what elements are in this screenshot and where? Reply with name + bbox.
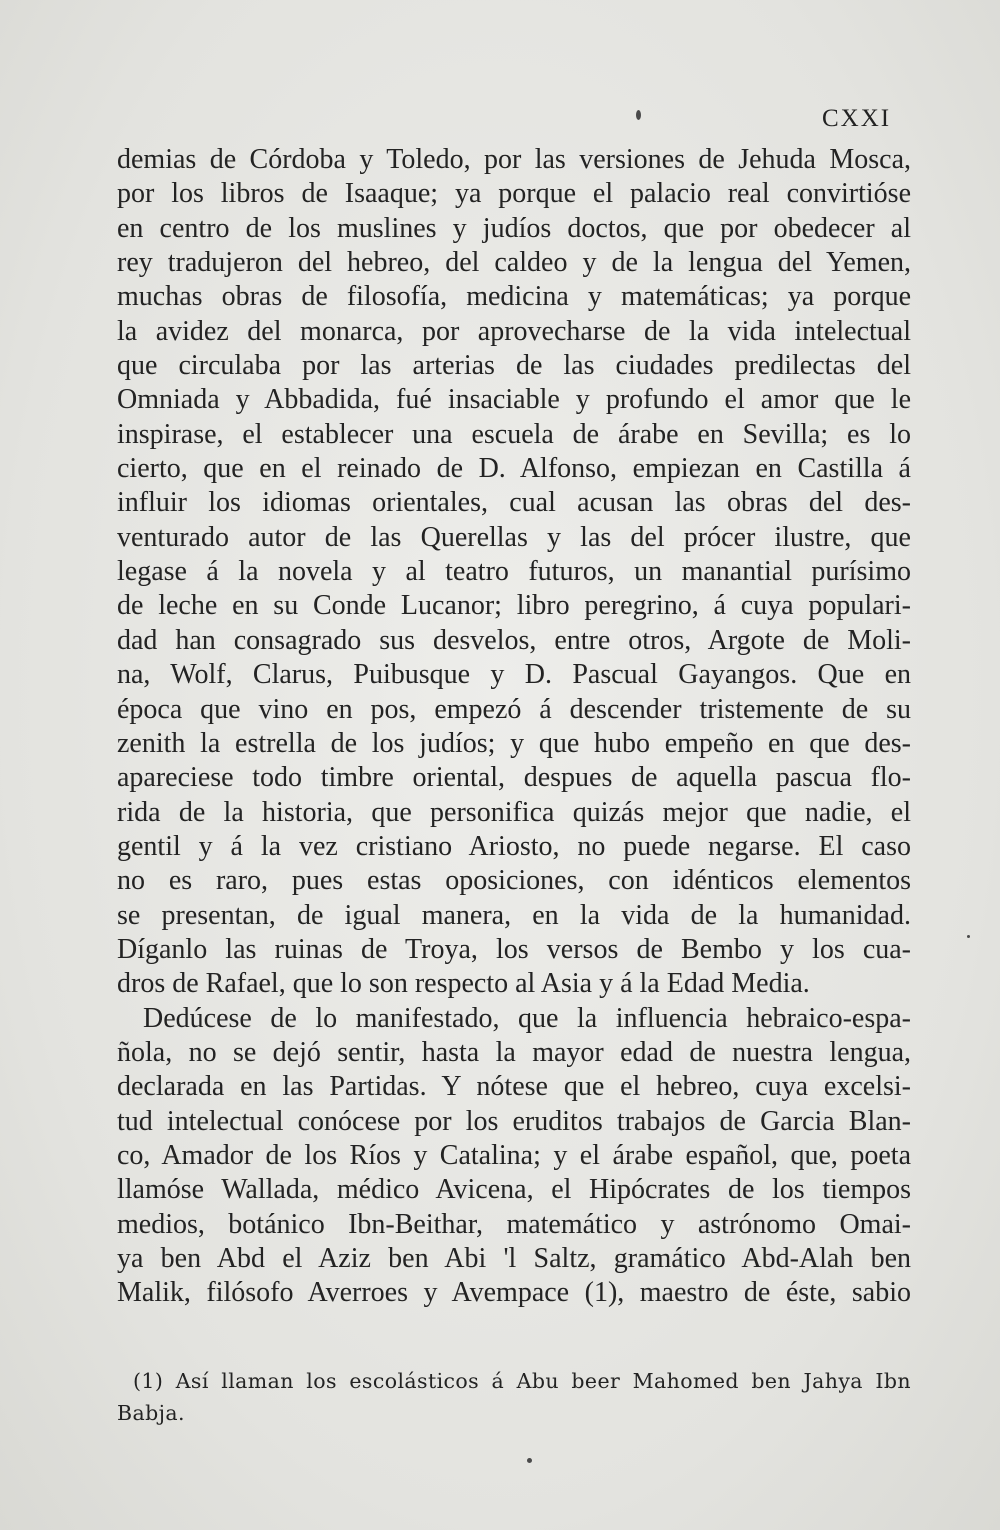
- text-line: zenith la estrella de los judíos; y que hubo empeño en que des-: [117, 727, 911, 759]
- text-line: época que vino en pos, empezó á descender tristemente de su: [117, 693, 911, 725]
- text-line: venturado autor de las Querellas y las del prócer ilustre, que: [117, 521, 911, 553]
- ink-speck: [636, 110, 641, 120]
- text-line: gentil y á la vez cristiano Ariosto, no puede negarse. El caso: [117, 830, 911, 862]
- text-line: llamóse Wallada, médico Avicena, el Hipócrates de los tiempos: [117, 1174, 911, 1206]
- text-line: demias de Córdoba y Toledo, por las versiones de Jehuda Mosca,: [117, 144, 911, 175]
- ink-speck: [527, 1458, 532, 1463]
- page-number: CXXI: [822, 105, 892, 132]
- text-line: inspirase, el establecer una escuela de árabe en Sevilla; es lo: [117, 418, 911, 450]
- text-line: legase á la novela y al teatro futuros, un manantial purísimo: [117, 556, 911, 588]
- text-line: co, Amador de los Ríos y Catalina; y el árabe español, que, poeta: [117, 1139, 911, 1171]
- ink-speck: [967, 935, 970, 938]
- text-line: declarada en las Partidas. Y nótese que el hebreo, cuya excelsi-: [117, 1071, 911, 1103]
- body-text: [117, 143, 911, 1311]
- footnote-line: Babja.: [117, 1401, 185, 1425]
- paragraph-start-line: Dedúcese de lo manifestado, que la influencia hebraico-espa-: [143, 1002, 911, 1034]
- text-line: medios, botánico Ibn-Beithar, matemático y astrónomo Omai-: [117, 1208, 911, 1240]
- text-line: Díganlo las ruinas de Troya, los versos de Bembo y los cua-: [117, 933, 911, 965]
- text-line: rida de la historia, que personifica quizás mejor que nadie, el: [117, 796, 911, 828]
- text-line: Omniada y Abbadida, fué insaciable y profundo el amor que le: [117, 384, 911, 416]
- text-line: en centro de los muslines y judíos doctos, que por obedecer al: [117, 212, 911, 244]
- text-line: influir los idiomas orientales, cual acusan las obras del des-: [117, 487, 911, 519]
- text-line: no es raro, pues estas oposiciones, con idénticos elementos: [117, 865, 911, 897]
- text-line: ñola, no se dejó sentir, hasta la mayor edad de nuestra lengua,: [117, 1036, 911, 1068]
- text-line: tud intelectual conócese por los eruditos trabajos de Garcia Blan-: [117, 1105, 911, 1137]
- text-line: na, Wolf, Clarus, Puibusque y D. Pascual Gayangos. Que en: [117, 659, 911, 691]
- footnote-line: (1) Así llaman los escolásticos á Abu beer Mahomed ben Jahya Ibn: [133, 1369, 911, 1393]
- text-line: por los libros de Isaaque; ya porque el palacio real convirtióse: [117, 178, 911, 210]
- text-line: ya ben Abd el Aziz ben Abi 'l Saltz, gramático Abd-Alah ben: [117, 1243, 911, 1274]
- text-line: dros de Rafael, que lo son respecto al Asia y á la Edad Media.: [117, 968, 810, 1000]
- text-line: Malik, filósofo Averroes y Avempace (1), maestro de éste, sabio: [117, 1277, 911, 1309]
- text-line: que circulaba por las arterias de las ciudades predilectas del: [117, 350, 911, 382]
- footnote: [117, 1365, 911, 1429]
- text-line: apareciese todo timbre oriental, despues de aquella pascua flo-: [117, 762, 911, 794]
- text-line: de leche en su Conde Lucanor; libro peregrino, á cuya populari-: [117, 590, 911, 622]
- text-line: rey tradujeron del hebreo, del caldeo y de la lengua del Yemen,: [117, 247, 911, 279]
- text-line: se presentan, de igual manera, en la vida de la humanidad.: [117, 899, 911, 931]
- text-line: la avidez del monarca, por aprovecharse de la vida intelectual: [117, 315, 911, 347]
- text-line: muchas obras de filosofía, medicina y matemáticas; ya porque: [117, 281, 911, 313]
- text-line: dad han consagrado sus desvelos, entre otros, Argote de Moli-: [117, 624, 911, 656]
- text-line: cierto, que en el reinado de D. Alfonso, empiezan en Castilla á: [117, 453, 911, 485]
